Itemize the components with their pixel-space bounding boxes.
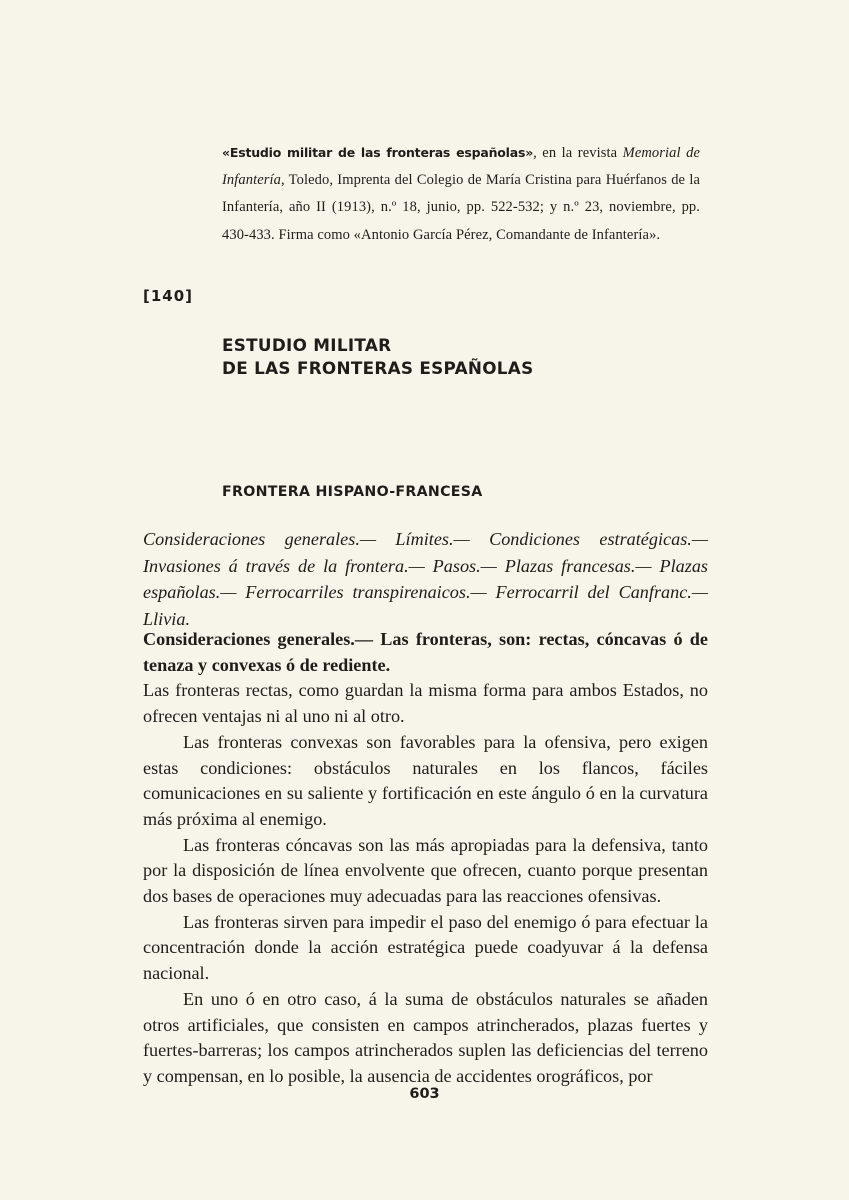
paragraph: Las fronteras cóncavas son las más apropiadas para la defensiva, tanto por la disposición de línea envolvente que ofrecen, cuanto porque presentan dos bases de operaciones muy adecuadas para las reacciones ofensivas. — [143, 834, 708, 907]
paragraph: En uno ó en otro caso, á la suma de obstáculos naturales se añaden otros artificiales, que consisten en campos atrincherados, plazas fuertes y fuertes-barreras; los campos atrincherados suplen las deficiencias del terreno y compensan, en lo posible, la ausencia de accidentes orográficos, por — [143, 988, 708, 1086]
section-title: FRONTERA HISPANO-FRANCESA — [222, 484, 483, 500]
note-text-2: , Toledo, Imprenta del Colegio de María Cristina para Huérfanos de la Infantería, año II (1913), n.º 18, junio, pp. 522-532; y n.º 23, noviembre, pp. 430-433. Firma como «Antonio García Pérez, Comandante de Infantería». — [222, 172, 700, 243]
entry-number: [140] — [143, 287, 194, 305]
bibliographic-note — [222, 139, 700, 249]
section-summary: Consideraciones generales.— Límites.— Condiciones estratégicas.— Invasiones á través de la frontera.— Pasos.— Plazas francesas.— Plazas españolas.— Ferrocarriles transpirenaicos.— Ferrocarril del Canfranc.— Llivia. — [143, 529, 708, 629]
paragraph: Consideraciones generales.— Las fronteras, son: rectas, cóncavas ó de tenaza y convexas ó de rediente. — [143, 629, 708, 675]
paragraph: Las fronteras convexas son favorables para la ofensiva, pero exigen estas condiciones: obstáculos naturales en los flancos, fáciles comunicaciones en su saliente y fortificación en este ángulo ó en la curvatura más próxima al enemigo. — [143, 731, 708, 829]
title-line-2: DE LAS FRONTERAS ESPAÑOLAS — [222, 358, 534, 378]
note-journal: Memorial de Infantería — [222, 145, 700, 189]
page-number: 603 — [409, 1086, 440, 1102]
note-text-1: , en la revista — [533, 145, 623, 161]
page-title — [222, 334, 702, 380]
body-text — [143, 627, 708, 1090]
title-line-1: ESTUDIO MILITAR — [222, 335, 392, 355]
note-title: «Estudio militar de las fronteras españolas» — [222, 145, 534, 160]
paragraph: Las fronteras rectas, como guardan la misma forma para ambos Estados, no ofrecen ventajas ni al uno ni al otro. — [143, 680, 708, 727]
paragraph: Las fronteras sirven para impedir el paso del enemigo ó para efectuar la concentración donde la acción estratégica puede coadyuvar á la defensa nacional. — [143, 911, 708, 984]
